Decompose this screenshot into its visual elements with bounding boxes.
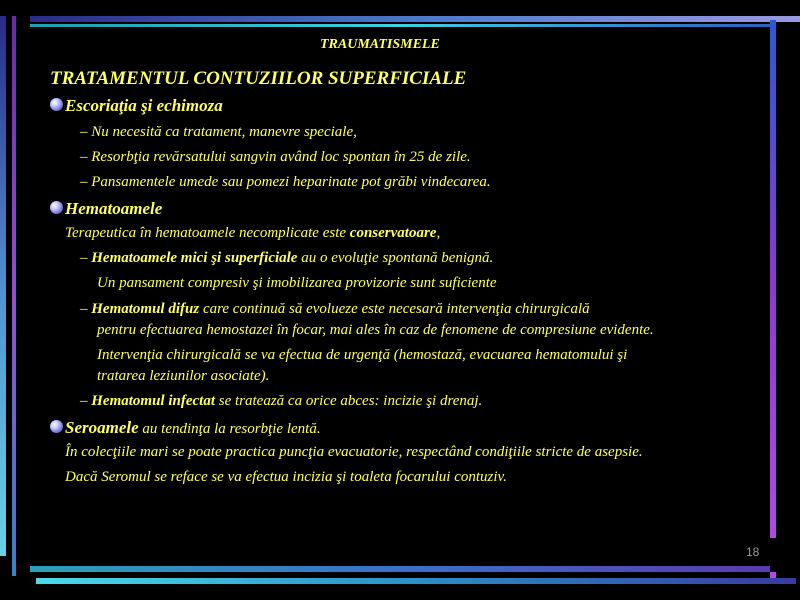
- list-item-hematom-difuz: [80, 301, 590, 318]
- bullet-icon: [50, 201, 63, 214]
- mici-text: au o evoluţie spontană benignă.: [297, 250, 494, 266]
- hematoamele-intro: [65, 225, 440, 242]
- section-heading-seroamele: Seroamele: [65, 418, 139, 437]
- section-heading-escoriatia: Escoriaţia şi echimoza: [65, 96, 223, 115]
- difuz-text: care continuă să evolueze este necesară intervenţia chirurgicală: [199, 301, 590, 317]
- difuz-line4: tratarea leziunilor asociate).: [97, 368, 270, 384]
- list-item-hematom-infectat: [80, 393, 482, 410]
- top-border-bar: [30, 16, 800, 22]
- bottom-border-accent: [36, 578, 796, 584]
- dash: –: [80, 250, 92, 266]
- bullet-icon: [50, 420, 63, 433]
- infectat-bold: Hematomul infectat: [91, 393, 215, 409]
- list-item: – Resorbţia revărsatului sangvin având loc spontan în 25 de zile.: [80, 149, 471, 165]
- dash: –: [80, 393, 92, 409]
- intro-text: Terapeutica în hematoamele necomplicate este: [65, 225, 350, 241]
- left-border-bar: [0, 16, 6, 556]
- mici-bold: Hematoamele mici şi superficiale: [91, 250, 298, 266]
- seroamele-line2: Dacă Seromul se reface se va efectua incizia şi toaleta focarului contuziv.: [65, 469, 507, 485]
- intro-end: ,: [436, 225, 441, 241]
- intro-bold: conservatoare: [349, 225, 437, 241]
- slide-title: TRATAMENTUL CONTUZIILOR SUPERFICIALE: [50, 68, 467, 89]
- left-border-accent: [12, 16, 16, 576]
- seroamele-line1: În colecţiile mari se poate practica puncţia evacuatorie, respectând condiţiile stricte de asepsie.: [65, 444, 643, 460]
- bottom-border-bar: [30, 566, 770, 572]
- seroamele-rest: au tendinţa la resorbţie lentă.: [138, 421, 321, 437]
- slide-number: 18: [746, 545, 760, 559]
- right-border-bar: [770, 20, 776, 538]
- section-heading-hematoamele: Hematoamele: [65, 199, 163, 218]
- dash: –: [80, 301, 92, 317]
- top-border-accent: [30, 24, 770, 27]
- list-item: – Nu necesită ca tratament, manevre speciale,: [80, 124, 357, 140]
- list-item-hematoame-mici: [80, 250, 493, 267]
- list-item: – Pansamentele umede sau pomezi heparinate pot grăbi vindecarea.: [80, 174, 491, 190]
- bullet-icon: [50, 98, 63, 111]
- slide-header: TRAUMATISMELE: [320, 37, 440, 52]
- difuz-line3: Intervenţia chirurgicală se va efectua de urgenţă (hemostază, evacuarea hematomului şi: [97, 347, 628, 363]
- difuz-line2: pentru efectuarea hemostazei în focar, mai ales în caz de fenomene de compresiune evidente.: [97, 322, 654, 338]
- difuz-bold: Hematomul difuz: [91, 301, 200, 317]
- seroamele-line: [65, 418, 321, 438]
- mici-line2: Un pansament compresiv şi imobilizarea provizorie sunt suficiente: [97, 275, 497, 291]
- infectat-text: se tratează ca orice abces: incizie şi drenaj.: [215, 393, 483, 409]
